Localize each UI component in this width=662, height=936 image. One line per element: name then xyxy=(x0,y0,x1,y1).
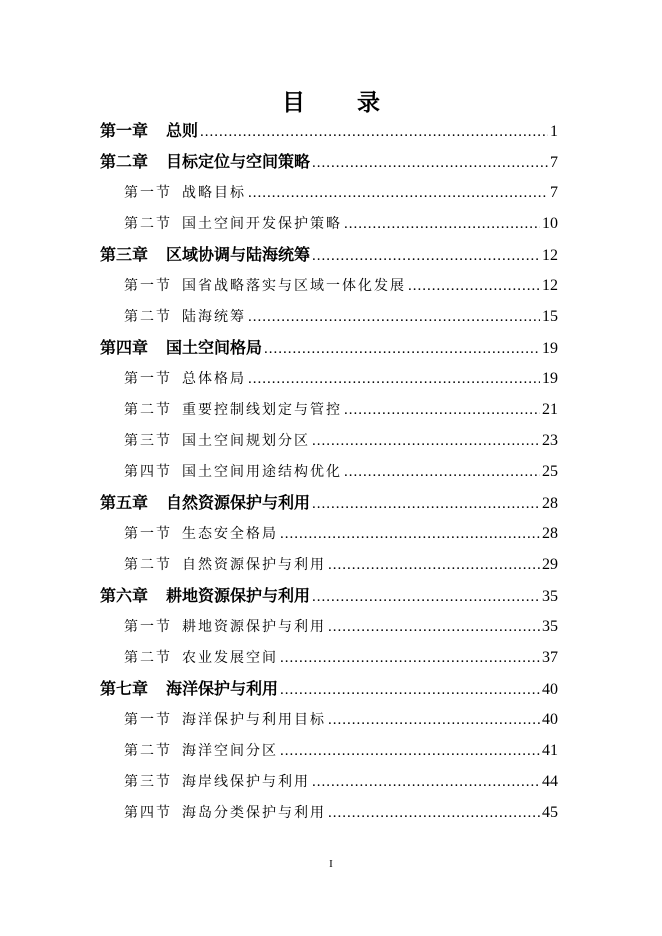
toc-entry-title: 农业发展空间 xyxy=(182,650,278,666)
toc-section-entry[interactable] xyxy=(124,397,558,423)
toc-entry-number: 第四章 xyxy=(100,338,149,357)
toc-entry-page-number: 1 xyxy=(550,123,558,140)
toc-entry-page-number: 40 xyxy=(542,711,558,728)
toc-entry-number: 第一节 xyxy=(124,371,172,387)
toc-section-entry[interactable] xyxy=(124,614,558,640)
toc-dot-leader xyxy=(280,677,540,703)
toc-section-entry[interactable] xyxy=(124,459,558,485)
toc-entry-title: 自然资源保护与利用 xyxy=(166,493,311,512)
toc-dot-leader xyxy=(248,366,540,392)
toc-dot-leader xyxy=(312,243,540,269)
toc-entry-number: 第一节 xyxy=(124,712,172,728)
toc-entry-page-number: 37 xyxy=(542,649,558,666)
toc-chapter-entry[interactable] xyxy=(100,490,558,516)
toc-dot-leader xyxy=(328,614,540,640)
toc-entry-label xyxy=(100,149,310,175)
toc-entry-number: 第三节 xyxy=(124,433,172,449)
toc-entry-label xyxy=(124,397,342,423)
toc-dot-leader xyxy=(200,119,548,145)
toc-entry-page-number: 29 xyxy=(542,556,558,573)
toc-entry-number: 第一节 xyxy=(124,526,172,542)
toc-chapter-entry[interactable] xyxy=(100,335,558,361)
toc-entry-page-number: 19 xyxy=(542,340,558,357)
toc-entry-title: 区域协调与陆海统筹 xyxy=(166,245,311,264)
toc-dot-leader xyxy=(312,769,540,795)
toc-entry-page-number: 12 xyxy=(542,277,558,294)
toc-dot-leader xyxy=(312,150,548,176)
toc-entry-label xyxy=(124,645,278,671)
toc-entry-title: 国土空间用途结构优化 xyxy=(182,464,342,480)
toc-dot-leader xyxy=(312,428,540,454)
toc-entry-label xyxy=(100,242,310,268)
toc-dot-leader xyxy=(344,211,540,237)
toc-entry-number: 第一节 xyxy=(124,185,172,201)
toc-entry-label xyxy=(100,676,278,702)
toc-dot-leader xyxy=(312,491,540,517)
toc-entry-page-number: 35 xyxy=(542,588,558,605)
toc-dot-leader xyxy=(328,800,540,826)
toc-section-entry[interactable] xyxy=(124,304,558,330)
toc-entry-number: 第一节 xyxy=(124,278,172,294)
toc-entry-number: 第三章 xyxy=(100,245,149,264)
toc-entry-title: 耕地资源保护与利用 xyxy=(166,586,311,605)
toc-entry-page-number: 41 xyxy=(542,742,558,759)
toc-entry-number: 第二节 xyxy=(124,309,172,325)
toc-entry-label xyxy=(124,707,326,733)
toc-entry-label xyxy=(124,366,246,392)
toc-chapter-entry[interactable] xyxy=(100,583,558,609)
toc-entry-label xyxy=(124,273,406,299)
toc-entry-number: 第四节 xyxy=(124,805,172,821)
toc-dot-leader xyxy=(312,584,540,610)
toc-entry-title: 重要控制线划定与管控 xyxy=(182,402,342,418)
toc-section-entry[interactable] xyxy=(124,552,558,578)
toc-chapter-entry[interactable] xyxy=(100,149,558,175)
toc-entry-page-number: 40 xyxy=(542,681,558,698)
toc-entry-title: 海岸线保护与利用 xyxy=(182,774,310,790)
toc-dot-leader xyxy=(248,304,540,330)
toc-entry-number: 第七章 xyxy=(100,679,149,698)
toc-section-entry[interactable] xyxy=(124,521,558,547)
toc-chapter-entry[interactable] xyxy=(100,242,558,268)
toc-entry-label xyxy=(124,521,278,547)
toc-dot-leader xyxy=(344,397,540,423)
toc-entry-title: 战略目标 xyxy=(182,185,246,201)
toc-entry-label xyxy=(124,738,278,764)
toc-section-entry[interactable] xyxy=(124,769,558,795)
toc-dot-leader xyxy=(328,552,540,578)
toc-entry-title: 总则 xyxy=(166,121,199,140)
toc-entry-number: 第二节 xyxy=(124,650,172,666)
toc-entry-number: 第五章 xyxy=(100,493,149,512)
toc-entry-page-number: 12 xyxy=(542,247,558,264)
toc-entry-page-number: 25 xyxy=(542,463,558,480)
toc-section-entry[interactable] xyxy=(124,645,558,671)
toc-entry-title: 总体格局 xyxy=(182,371,246,387)
toc-dot-leader xyxy=(280,738,540,764)
toc-dot-leader xyxy=(280,645,540,671)
toc-entry-number: 第二节 xyxy=(124,557,172,573)
toc-section-entry[interactable] xyxy=(124,800,558,826)
toc-section-entry[interactable] xyxy=(124,366,558,392)
toc-entry-page-number: 19 xyxy=(542,370,558,387)
toc-entry-page-number: 44 xyxy=(542,773,558,790)
toc-entry-title: 目标定位与空间策略 xyxy=(166,152,311,171)
toc-entry-label xyxy=(124,614,326,640)
toc-section-entry[interactable] xyxy=(124,707,558,733)
toc-entry-page-number: 23 xyxy=(542,432,558,449)
toc-dot-leader xyxy=(408,273,540,299)
toc-chapter-entry[interactable] xyxy=(100,676,558,702)
toc-entry-page-number: 21 xyxy=(542,401,558,418)
toc-entry-page-number: 15 xyxy=(542,308,558,325)
toc-entry-number: 第二节 xyxy=(124,743,172,759)
toc-section-entry[interactable] xyxy=(124,211,558,237)
toc-entry-title: 海洋保护与利用 xyxy=(166,679,279,698)
toc-section-entry[interactable] xyxy=(124,428,558,454)
toc-entry-page-number: 28 xyxy=(542,495,558,512)
toc-entry-label xyxy=(124,211,342,237)
toc-entry-page-number: 7 xyxy=(550,154,558,171)
toc-entry-number: 第二节 xyxy=(124,402,172,418)
toc-entry-title: 国土空间规划分区 xyxy=(182,433,310,449)
toc-entry-page-number: 7 xyxy=(550,184,558,201)
toc-entry-title: 陆海统筹 xyxy=(182,309,246,325)
toc-section-entry[interactable] xyxy=(124,180,558,206)
toc-entry-title: 生态安全格局 xyxy=(182,526,278,542)
toc-entry-title: 国省战略落实与区域一体化发展 xyxy=(182,278,406,294)
toc-entry-label xyxy=(124,304,246,330)
toc-entry-title: 海洋保护与利用目标 xyxy=(182,712,326,728)
toc-entry-label xyxy=(100,583,310,609)
toc-entry-number: 第四节 xyxy=(124,464,172,480)
toc-entry-title: 国土空间开发保护策略 xyxy=(182,216,342,232)
toc-entry-title: 海洋空间分区 xyxy=(182,743,278,759)
toc-entry-title: 国土空间格局 xyxy=(166,338,263,357)
toc-entry-label xyxy=(124,769,310,795)
toc-title: 目 录 xyxy=(281,89,402,116)
toc-entry-page-number: 10 xyxy=(542,215,558,232)
toc-entry-page-number: 28 xyxy=(542,525,558,542)
toc-entry-label xyxy=(124,459,342,485)
toc-entry-number: 第六章 xyxy=(100,586,149,605)
toc-dot-leader xyxy=(264,336,540,362)
toc-section-entry[interactable] xyxy=(124,738,558,764)
toc-entry-number: 第一节 xyxy=(124,619,172,635)
toc-entry-title: 海岛分类保护与利用 xyxy=(182,805,326,821)
toc-dot-leader xyxy=(280,521,540,547)
toc-entry-label xyxy=(100,118,198,144)
toc-dot-leader xyxy=(344,459,540,485)
toc-entry-title: 耕地资源保护与利用 xyxy=(182,619,326,635)
toc-entry-title: 自然资源保护与利用 xyxy=(182,557,326,573)
toc-chapter-entry[interactable] xyxy=(100,118,558,144)
toc-entry-number: 第二章 xyxy=(100,152,149,171)
toc-entry-number: 第一章 xyxy=(100,121,149,140)
toc-entry-label xyxy=(124,552,326,578)
toc-entry-page-number: 45 xyxy=(542,804,558,821)
toc-entry-label xyxy=(124,180,246,206)
toc-entry-number: 第二节 xyxy=(124,216,172,232)
toc-entry-label xyxy=(100,335,262,361)
toc-dot-leader xyxy=(248,180,548,206)
toc-entry-label xyxy=(124,428,310,454)
toc-entry-label xyxy=(124,800,326,826)
toc-entry-number: 第三节 xyxy=(124,774,172,790)
page-number-footer: I xyxy=(329,858,333,870)
toc-dot-leader xyxy=(328,707,540,733)
toc-section-entry[interactable] xyxy=(124,273,558,299)
toc-entry-label xyxy=(100,490,310,516)
toc-entry-page-number: 35 xyxy=(542,618,558,635)
